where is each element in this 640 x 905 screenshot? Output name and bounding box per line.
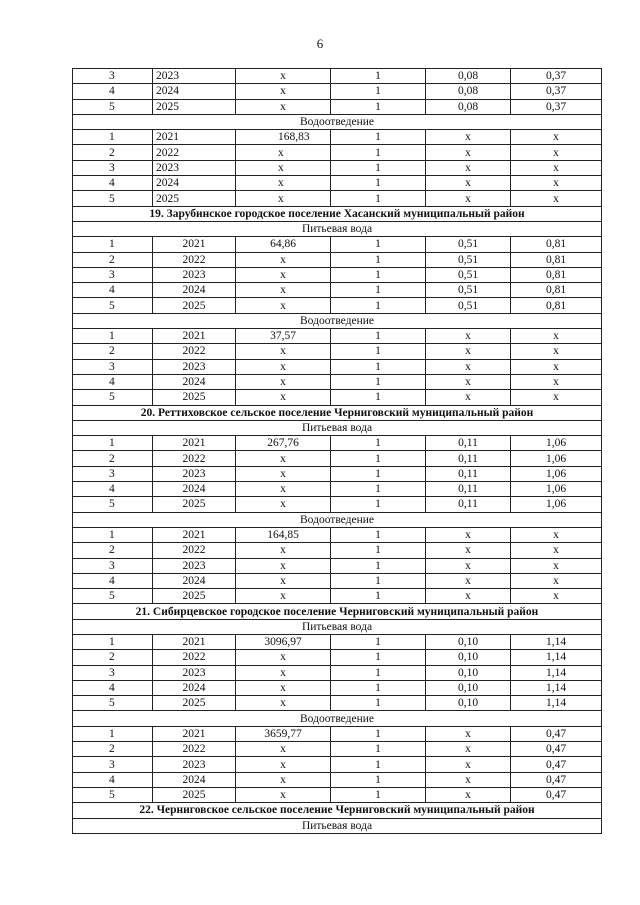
rate-a-cell: х [426,390,511,405]
row-number-cell: 5 [73,99,153,114]
value-cell: х [236,99,331,114]
coefficient-cell: 1 [331,634,426,649]
value-cell: х [236,757,331,772]
year-cell: 2025 [153,390,236,405]
value-cell: х [236,482,331,497]
row-number-cell: 5 [73,787,153,802]
table-row [73,757,602,772]
rate-b-cell: 1,14 [511,665,602,680]
rate-b-cell: х [511,374,602,389]
year-cell: 2023 [153,160,236,175]
table-row [73,558,602,573]
rate-a-cell: х [426,726,511,741]
year-cell: 2022 [153,742,236,757]
rate-b-cell: 0,81 [511,283,602,298]
rate-b-cell: 0,37 [511,69,602,84]
rate-a-cell: х [426,344,511,359]
table-row [73,482,602,497]
coefficient-cell: 1 [331,558,426,573]
rate-b-cell: 0,37 [511,99,602,114]
table-row [73,665,602,680]
rate-a-cell: 0,08 [426,84,511,99]
table-row [73,436,602,451]
row-number-cell: 2 [73,451,153,466]
rate-b-cell: х [511,176,602,191]
settlement-heading: 19. Зарубинское городское поселение Хасанский муниципальный район [73,206,602,221]
section-title: Водоотведение [73,711,602,726]
row-number-cell: 5 [73,696,153,711]
coefficient-cell: 1 [331,772,426,787]
coefficient-cell: 1 [331,69,426,84]
coefficient-cell: 1 [331,650,426,665]
value-cell: х [236,558,331,573]
section-row [73,619,602,634]
year-cell: 2023 [153,267,236,282]
year-cell: 2022 [153,451,236,466]
year-cell: 2021 [153,527,236,542]
rate-a-cell: х [426,359,511,374]
year-cell: 2024 [153,680,236,695]
rate-a-cell: х [426,145,511,160]
settlement-heading: 21. Сибирцевское городское поселение Черниговский муниципальный район [73,604,602,619]
row-number-cell: 1 [73,726,153,741]
row-number-cell: 1 [73,634,153,649]
coefficient-cell: 1 [331,497,426,512]
row-number-cell: 5 [73,497,153,512]
row-number-cell: 4 [73,84,153,99]
rate-a-cell: х [426,589,511,604]
settlement-heading-row [73,604,602,619]
settlement-heading-row [73,206,602,221]
rate-a-cell: 0,51 [426,267,511,282]
year-cell: 2024 [153,84,236,99]
value-cell: х [236,650,331,665]
rate-a-cell: х [426,558,511,573]
year-cell: 2021 [153,634,236,649]
coefficient-cell: 1 [331,298,426,313]
year-cell: 2025 [153,191,236,206]
coefficient-cell: 1 [331,237,426,252]
value-cell: х [236,589,331,604]
row-number-cell: 1 [73,329,153,344]
year-cell: 2023 [153,69,236,84]
value-cell: х [236,665,331,680]
year-cell: 2022 [153,650,236,665]
rate-b-cell: х [511,130,602,145]
settlement-heading: 20. Реттиховское сельское поселение Черниговский муниципальный район [73,405,602,420]
coefficient-cell: 1 [331,742,426,757]
rate-a-cell: х [426,191,511,206]
year-cell: 2024 [153,573,236,588]
rate-a-cell: 0,10 [426,680,511,695]
row-number-cell: 3 [73,466,153,481]
row-number-cell: 4 [73,772,153,787]
rate-b-cell: 0,47 [511,757,602,772]
row-number-cell: 3 [73,757,153,772]
coefficient-cell: 1 [331,482,426,497]
rate-b-cell: 0,37 [511,84,602,99]
rate-a-cell: 0,51 [426,252,511,267]
rate-a-cell: 0,10 [426,696,511,711]
coefficient-cell: 1 [331,527,426,542]
table-row [73,573,602,588]
value-cell: 64,86 [236,237,331,252]
rate-a-cell: 0,11 [426,436,511,451]
section-row [73,512,602,527]
coefficient-cell: 1 [331,726,426,741]
table-row [73,466,602,481]
row-number-cell: 2 [73,742,153,757]
rate-b-cell: 1,06 [511,451,602,466]
year-cell: 2024 [153,176,236,191]
value-cell: х [236,742,331,757]
rate-a-cell: 0,10 [426,650,511,665]
year-cell: 2023 [153,665,236,680]
row-number-cell: 5 [73,589,153,604]
coefficient-cell: 1 [331,176,426,191]
section-row [73,420,602,435]
rate-b-cell: х [511,543,602,558]
row-number-cell: 4 [73,482,153,497]
rate-b-cell: 1,14 [511,680,602,695]
value-cell: х [236,573,331,588]
table-row [73,543,602,558]
settlement-heading-row [73,803,602,818]
table-row [73,497,602,512]
year-cell: 2025 [153,298,236,313]
coefficient-cell: 1 [331,390,426,405]
table-row [73,451,602,466]
value-cell: 164,85 [236,527,331,542]
row-number-cell: 1 [73,130,153,145]
coefficient-cell: 1 [331,589,426,604]
section-title: Водоотведение [73,313,602,328]
rate-b-cell: х [511,573,602,588]
section-title: Питьевая вода [73,221,602,236]
value-cell: х [236,145,331,160]
rate-b-cell: х [511,390,602,405]
coefficient-cell: 1 [331,374,426,389]
rate-a-cell: 0,11 [426,497,511,512]
year-cell: 2021 [153,329,236,344]
row-number-cell: 2 [73,543,153,558]
section-row [73,114,602,129]
year-cell: 2023 [153,466,236,481]
rate-b-cell: 1,06 [511,466,602,481]
value-cell: х [236,69,331,84]
year-cell: 2024 [153,772,236,787]
rate-a-cell: 0,11 [426,451,511,466]
rate-b-cell: 1,06 [511,482,602,497]
coefficient-cell: 1 [331,696,426,711]
coefficient-cell: 1 [331,543,426,558]
rate-b-cell: 0,81 [511,267,602,282]
value-cell: х [236,680,331,695]
rate-b-cell: х [511,527,602,542]
rate-a-cell: х [426,527,511,542]
row-number-cell: 3 [73,665,153,680]
table-row [73,374,602,389]
coefficient-cell: 1 [331,665,426,680]
rate-a-cell: х [426,130,511,145]
table-row [73,267,602,282]
coefficient-cell: 1 [331,145,426,160]
row-number-cell: 1 [73,237,153,252]
row-number-cell: 4 [73,176,153,191]
rate-b-cell: 0,47 [511,742,602,757]
rate-a-cell: 0,08 [426,69,511,84]
section-row [73,818,602,833]
rate-b-cell: х [511,589,602,604]
table-row [73,726,602,741]
rate-a-cell: 0,51 [426,237,511,252]
row-number-cell: 3 [73,359,153,374]
table-row [73,329,602,344]
value-cell: 168,83 [236,130,331,145]
rate-a-cell: х [426,742,511,757]
value-cell: х [236,390,331,405]
row-number-cell: 2 [73,145,153,160]
coefficient-cell: 1 [331,160,426,175]
coefficient-cell: 1 [331,787,426,802]
rate-a-cell: х [426,573,511,588]
value-cell: х [236,772,331,787]
rate-a-cell: х [426,176,511,191]
rate-a-cell: 0,51 [426,298,511,313]
table-row [73,84,602,99]
rate-a-cell: х [426,374,511,389]
rate-b-cell: х [511,145,602,160]
row-number-cell: 3 [73,69,153,84]
value-cell: х [236,787,331,802]
rate-b-cell: х [511,191,602,206]
value-cell: 267,76 [236,436,331,451]
table-row [73,69,602,84]
rate-a-cell: х [426,543,511,558]
tariff-table [72,68,602,834]
value-cell: х [236,374,331,389]
year-cell: 2025 [153,696,236,711]
coefficient-cell: 1 [331,573,426,588]
settlement-heading: 22. Черниговское сельское поселение Черниговский муниципальный район [73,803,602,818]
value-cell: х [236,160,331,175]
rate-b-cell: 0,47 [511,726,602,741]
table-row [73,252,602,267]
year-cell: 2025 [153,589,236,604]
year-cell: 2025 [153,497,236,512]
section-row [73,313,602,328]
year-cell: 2021 [153,726,236,741]
year-cell: 2024 [153,482,236,497]
coefficient-cell: 1 [331,757,426,772]
row-number-cell: 3 [73,267,153,282]
row-number-cell: 3 [73,160,153,175]
rate-b-cell: х [511,344,602,359]
rate-b-cell: х [511,359,602,374]
rate-b-cell: 0,47 [511,787,602,802]
table-row [73,237,602,252]
year-cell: 2023 [153,757,236,772]
year-cell: 2022 [153,145,236,160]
rate-a-cell: х [426,329,511,344]
table-body [73,69,602,834]
row-number-cell: 5 [73,191,153,206]
table-row [73,742,602,757]
row-number-cell: 1 [73,527,153,542]
table-row [73,634,602,649]
rate-b-cell: х [511,558,602,573]
value-cell: х [236,543,331,558]
row-number-cell: 4 [73,573,153,588]
rate-a-cell: 0,11 [426,482,511,497]
value-cell: х [236,283,331,298]
table-row [73,390,602,405]
coefficient-cell: 1 [331,252,426,267]
value-cell: х [236,267,331,282]
section-title: Питьевая вода [73,619,602,634]
rate-a-cell: 0,08 [426,99,511,114]
rate-b-cell: 1,06 [511,436,602,451]
value-cell: х [236,451,331,466]
coefficient-cell: 1 [331,344,426,359]
section-title: Водоотведение [73,512,602,527]
value-cell: х [236,176,331,191]
coefficient-cell: 1 [331,283,426,298]
table-row [73,176,602,191]
year-cell: 2021 [153,436,236,451]
settlement-heading-row [73,405,602,420]
value-cell: 3659,77 [236,726,331,741]
rate-a-cell: х [426,787,511,802]
year-cell: 2021 [153,237,236,252]
section-row [73,221,602,236]
value-cell: х [236,344,331,359]
coefficient-cell: 1 [331,329,426,344]
rate-b-cell: 1,14 [511,696,602,711]
row-number-cell: 5 [73,390,153,405]
table-row [73,99,602,114]
year-cell: 2025 [153,99,236,114]
table-row [73,772,602,787]
row-number-cell: 4 [73,374,153,389]
rate-b-cell: 1,14 [511,650,602,665]
year-cell: 2022 [153,252,236,267]
row-number-cell: 4 [73,680,153,695]
rate-a-cell: 0,51 [426,283,511,298]
year-cell: 2021 [153,130,236,145]
table-row [73,696,602,711]
value-cell: х [236,298,331,313]
coefficient-cell: 1 [331,359,426,374]
page-number: 6 [316,36,324,51]
row-number-cell: 3 [73,558,153,573]
coefficient-cell: 1 [331,466,426,481]
coefficient-cell: 1 [331,267,426,282]
rate-b-cell: 1,14 [511,634,602,649]
table-row [73,359,602,374]
coefficient-cell: 1 [331,99,426,114]
value-cell: 3096,97 [236,634,331,649]
table-row [73,283,602,298]
coefficient-cell: 1 [331,84,426,99]
coefficient-cell: 1 [331,680,426,695]
rate-b-cell: 1,06 [511,497,602,512]
year-cell: 2023 [153,558,236,573]
value-cell: х [236,191,331,206]
row-number-cell: 2 [73,252,153,267]
section-row [73,711,602,726]
year-cell: 2025 [153,787,236,802]
rate-b-cell: х [511,329,602,344]
coefficient-cell: 1 [331,451,426,466]
table-row [73,650,602,665]
year-cell: 2023 [153,359,236,374]
rate-b-cell: х [511,160,602,175]
section-title: Питьевая вода [73,420,602,435]
table-row [73,680,602,695]
rate-a-cell: 0,11 [426,466,511,481]
table-row [73,145,602,160]
rate-a-cell: х [426,772,511,787]
rate-a-cell: 0,10 [426,634,511,649]
rate-a-cell: 0,10 [426,665,511,680]
row-number-cell: 4 [73,283,153,298]
table-row [73,527,602,542]
row-number-cell: 1 [73,436,153,451]
table-row [73,589,602,604]
value-cell: х [236,466,331,481]
table-row [73,298,602,313]
value-cell: х [236,359,331,374]
table-row [73,344,602,359]
value-cell: 37,57 [236,329,331,344]
value-cell: х [236,497,331,512]
table-row [73,191,602,206]
rate-b-cell: 0,81 [511,252,602,267]
row-number-cell: 2 [73,650,153,665]
value-cell: х [236,696,331,711]
row-number-cell: 2 [73,344,153,359]
year-cell: 2024 [153,283,236,298]
coefficient-cell: 1 [331,191,426,206]
rate-a-cell: х [426,160,511,175]
coefficient-cell: 1 [331,130,426,145]
year-cell: 2024 [153,374,236,389]
table-row [73,787,602,802]
section-title: Питьевая вода [73,818,602,833]
row-number-cell: 5 [73,298,153,313]
year-cell: 2022 [153,543,236,558]
table-row [73,160,602,175]
rate-b-cell: 0,47 [511,772,602,787]
value-cell: х [236,84,331,99]
table-row [73,130,602,145]
rate-a-cell: х [426,757,511,772]
rate-b-cell: 0,81 [511,298,602,313]
section-title: Водоотведение [73,114,602,129]
value-cell: х [236,252,331,267]
coefficient-cell: 1 [331,436,426,451]
year-cell: 2022 [153,344,236,359]
rate-b-cell: 0,81 [511,237,602,252]
